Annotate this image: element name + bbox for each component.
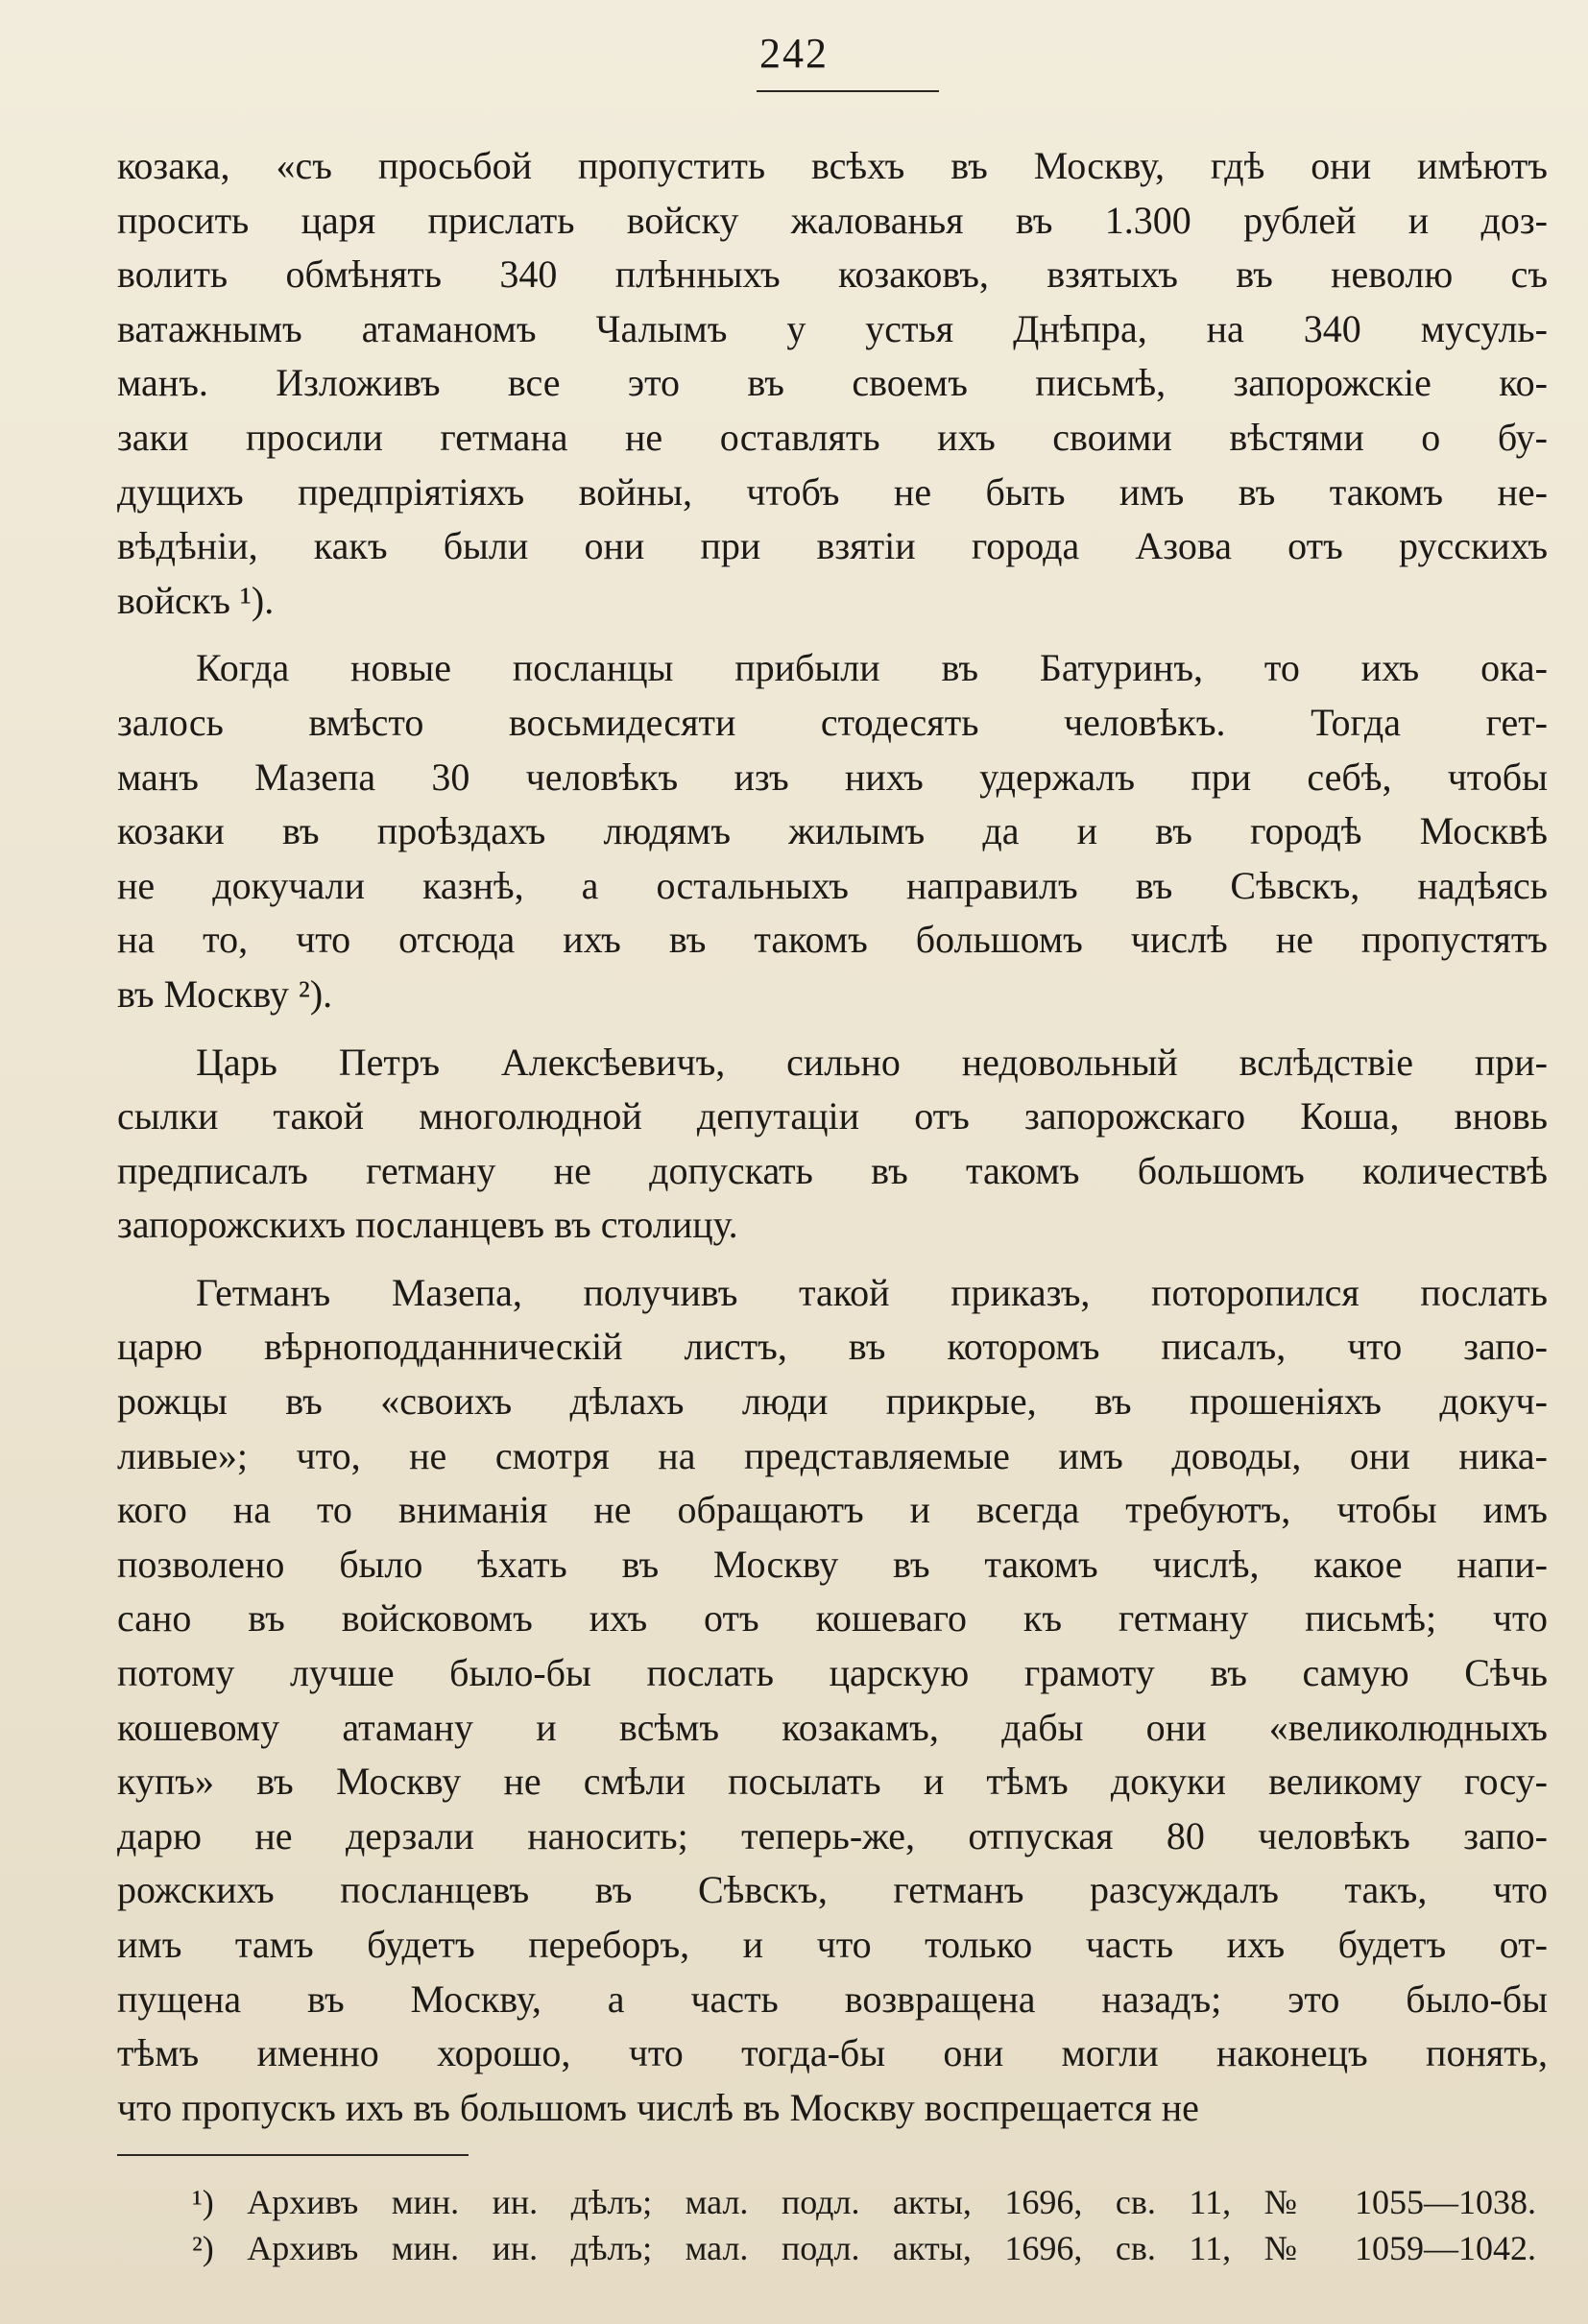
text-line: потому лучше было-бы послать царскую грамоту въ самую Сѣчь bbox=[117, 1651, 1548, 1695]
text-line: Когда новые посланцы прибыли въ Батуринъ, то ихъ ока- bbox=[196, 646, 1548, 690]
paragraph-gap bbox=[117, 1253, 1548, 1266]
text-line: рожцы въ «своихъ дѣлахъ люди прикрые, въ прошеніяхъ докуч- bbox=[117, 1379, 1548, 1424]
text-line: заки просили гетмана не оставлять ихъ своими вѣстями о бу- bbox=[117, 415, 1548, 459]
header-rule bbox=[757, 90, 939, 92]
text-line: Гетманъ Мазепа, получивъ такой приказъ, поторопился послать bbox=[196, 1270, 1548, 1314]
text-line: дарю не дерзали наносить; теперь-же, отпуская 80 человѣкъ запо- bbox=[117, 1813, 1548, 1857]
footnotes bbox=[192, 2179, 1536, 2271]
paragraph bbox=[117, 1266, 1548, 2136]
text-line: кого на то вниманія не обращаютъ и всегда требуютъ, чтобы имъ bbox=[117, 1488, 1548, 1532]
text-line: сылки такой многолюдной депутаціи отъ запорожскаго Коша, вновь bbox=[117, 1094, 1548, 1138]
footnote: ²) Архивъ мин. ин. дѣлъ; мал. подл. акты, 1696, св. 11, № 1059—1042. bbox=[192, 2229, 1536, 2267]
text-line: на то, что отсюда ихъ въ такомъ большомъ числѣ не пропустятъ bbox=[117, 918, 1548, 962]
text-line: залось вмѣсто восьмидесяти стодесять человѣкъ. Тогда гет- bbox=[117, 700, 1548, 744]
text-line: позволено было ѣхать въ Москву въ такомъ числѣ, какое напи- bbox=[117, 1542, 1548, 1586]
text-line: что пропускъ ихъ въ большомъ числѣ въ Москву воспрещается не bbox=[117, 2085, 1199, 2129]
text-line: манъ. Изложивъ все это въ своемъ письмѣ, запорожскіе ко- bbox=[117, 361, 1548, 405]
text-line: тѣмъ именно хорошо, что тогда-бы они могли наконецъ понять, bbox=[117, 2031, 1548, 2075]
paragraph bbox=[117, 1036, 1548, 1253]
text-line: волить обмѣнять 340 плѣнныхъ козаковъ, взятыхъ въ неволю съ bbox=[117, 252, 1548, 297]
text-line: пущена въ Москву, а часть возвращена назадъ; это было-бы bbox=[117, 1977, 1548, 2021]
text-line: царю вѣрноподданническій листъ, въ которомъ писалъ, что запо- bbox=[117, 1325, 1548, 1369]
body-text bbox=[117, 139, 1548, 2135]
text-line: ливые»; что, не смотря на представляемые имъ доводы, они ника- bbox=[117, 1433, 1548, 1477]
text-line: козаки въ проѣздахъ людямъ жилымъ да и въ городѣ Москвѣ bbox=[117, 809, 1548, 853]
text-line: вѣдѣніи, какъ были они при взятіи города Азова отъ русскихъ bbox=[117, 524, 1548, 568]
text-line: ватажнымъ атаманомъ Чалымъ у устья Днѣпра, на 340 мусуль- bbox=[117, 306, 1548, 350]
page-number: 242 bbox=[759, 30, 829, 77]
footnote: ¹) Архивъ мин. ин. дѣлъ; мал. подл. акты, 1696, св. 11, № 1055—1038. bbox=[192, 2183, 1536, 2221]
text-line: просить царя прислать войску жалованья въ 1.300 рублей и доз- bbox=[117, 198, 1548, 242]
text-line: предписалъ гетману не допускать въ такомъ большомъ количествѣ bbox=[117, 1148, 1548, 1192]
text-line: не докучали казнѣ, а остальныхъ направилъ въ Сѣвскъ, надѣясь bbox=[117, 863, 1548, 907]
text-line: Царь Петръ Алексѣевичъ, сильно недовольный вслѣдствіе при- bbox=[196, 1040, 1548, 1084]
text-line: козака, «съ просьбой пропустить всѣхъ въ Москву, гдѣ они имѣютъ bbox=[117, 144, 1548, 187]
footnote-rule bbox=[117, 2154, 469, 2156]
text-line: сано въ войсковомъ ихъ отъ кошеваго къ гетману письмѣ; что bbox=[117, 1596, 1548, 1641]
text-line: рожскихъ посланцевъ въ Сѣвскъ, гетманъ разсуждалъ такъ, что bbox=[117, 1868, 1548, 1912]
paragraph bbox=[117, 641, 1548, 1021]
text-line: кошевому атаману и всѣмъ козакамъ, дабы они «великолюдныхъ bbox=[117, 1705, 1548, 1749]
text-line: въ Москву ²). bbox=[117, 971, 333, 1016]
text-line: купъ» въ Москву не смѣли посылать и тѣмъ докуки великому госу- bbox=[117, 1760, 1548, 1804]
text-line: войскъ ¹). bbox=[117, 578, 275, 622]
paragraph-gap bbox=[117, 628, 1548, 641]
text-line: имъ тамъ будетъ переборъ, и что только часть ихъ будетъ от- bbox=[117, 1923, 1548, 1966]
paragraph-gap bbox=[117, 1022, 1548, 1036]
text-line: манъ Мазепа 30 человѣкъ изъ нихъ удержалъ при себѣ, чтобы bbox=[117, 755, 1548, 799]
text-line: запорожскихъ посланцевъ въ столицу. bbox=[117, 1203, 738, 1247]
paragraph bbox=[117, 139, 1548, 628]
text-line: дущихъ предпріятіяхъ войны, чтобъ не быть имъ въ такомъ не- bbox=[117, 469, 1548, 514]
